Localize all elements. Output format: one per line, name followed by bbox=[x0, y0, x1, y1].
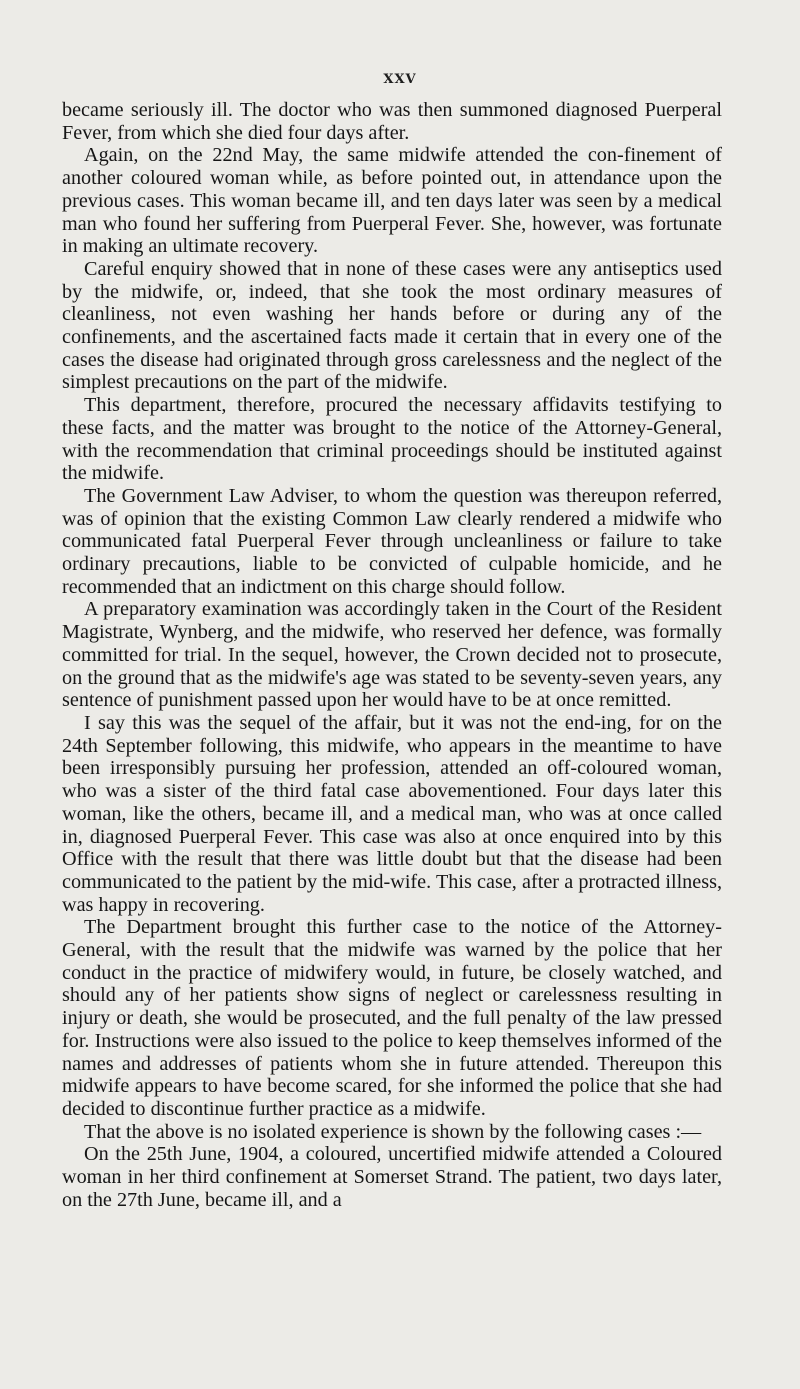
paragraph-june-case: On the 25th June, 1904, a coloured, uncertified midwife attended a Coloured woman in her third confinement at Somerset Strand. The patient, two days later, on the 27th June, became ill, and a bbox=[62, 1143, 722, 1211]
paragraph-isolated-experience: That the above is no isolated experience is shown by the following cases :— bbox=[84, 1120, 702, 1143]
paragraph-enquiry: Careful enquiry showed that in none of these cases were any antiseptics used by the midwife, or, indeed, that she took the most ordinary measures of cleanliness, not even washing her hands before or during any of the confinements, and the ascertained facts made it certain that in every one of the cases the disease had originated through gross carelessness and the neglect of the simplest precautions on the part of the midwife. bbox=[62, 257, 722, 394]
paragraph-preparatory-examination: A preparatory examination was accordingly taken in the Court of the Resident Magistrate, Wynberg, and the midwife, who reserved her defence, was formally committed for trial. In the sequel, however, the Crown decided not to prosecute, on the ground that as the midwife's age was stated to be seventy-seven years, any sentence of punishment passed upon her would have to be at once remitted. bbox=[62, 598, 722, 712]
page-number: XXV bbox=[383, 72, 417, 87]
paragraph-affidavits: This department, therefore, procured the necessary affidavits testifying to these facts, and the matter was brought to the notice of the Attorney-General, with the recommendation that criminal proceedings should be instituted against the midwife. bbox=[62, 394, 722, 485]
paragraph-law-adviser: The Government Law Adviser, to whom the question was thereupon referred, was of opinion that the existing Common Law clearly rendered a midwife who communicated fatal Puerperal Fever through uncleanliness or failure to take ordinary precautions, liable to be convicted of culpable homicide, and he recommended that an indictment on this charge should follow. bbox=[62, 484, 722, 598]
paragraph-sequel: I say this was the sequel of the affair, but it was not the end-ing, for on the 24th September following, this midwife, who appears in the meantime to have been irresponsibly pursuing her profession, attended an off-coloured woman, who was a sister of the third fatal case abovementioned. Four days later this woman, like the others, became ill, and a medical man, who was at once called in, diagnosed Puerperal Fever. This case was also at once enquired into by this Office with the result that there was little doubt but that the disease had been communicated to the patient by the mid-wife. This case, after a protracted illness, was happy in recovering. bbox=[62, 711, 722, 916]
paragraph-second-case: Again, on the 22nd May, the same midwife attended the con-finement of another coloured woman while, as before pointed out, in attendance upon the previous cases. This woman became ill, and ten days later was seen by a medical man who found her suffering from Puerperal Fever. She, however, was fortunate in making an ultimate recovery. bbox=[62, 144, 722, 258]
paragraph-department-action: The Department brought this further case to the notice of the Attorney-General, with the result that the midwife was warned by the police that her conduct in the practice of midwifery would, in future, be closely watched, and should any of her patients show signs of neglect or carelessness resulting in injury or death, she would be prosecuted, and the full penalty of the law pressed for. Instructions were also issued to the police to keep themselves informed of the names and addresses of patients whom she in future attended. Thereupon this midwife appears to have become scared, for she informed the police that she had decided to discontinue further practice as a midwife. bbox=[62, 916, 722, 1120]
paragraph-continuation: became seriously ill. The doctor who was then summoned diagnosed Puerperal Fever, from which she died four days after. bbox=[62, 99, 722, 144]
body-text bbox=[62, 99, 722, 1211]
